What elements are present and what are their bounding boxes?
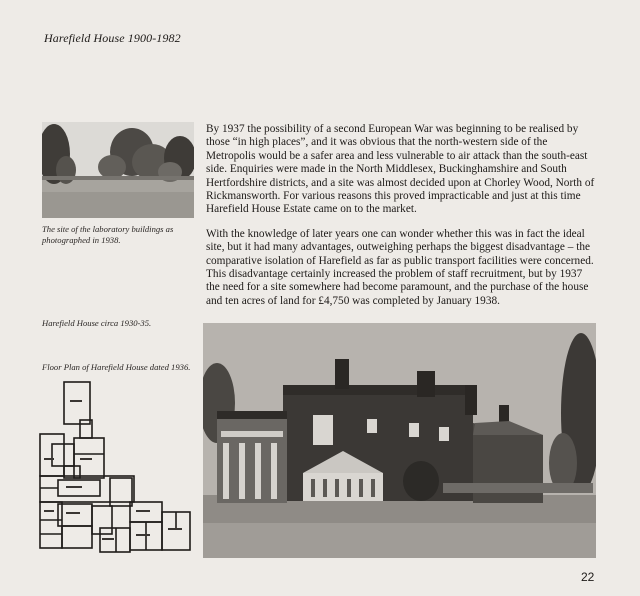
harefield-house-photo (203, 323, 596, 558)
floor-plan-drawing (36, 380, 192, 560)
house-photo-caption: Harefield House circa 1930-35. (42, 318, 152, 328)
paragraph: With the knowledge of later years one can wonder whether this was in fact the ideal site, but it had many advantages, outweighing perhaps the biggest disadvantage – the comparative isolation of Harefield as far as public transport facilities were concerned. This disadvantage certainly increased the problem of staff recruitment, but by 1937 the need for a site somewhere had become paramount, and the purchase of the house and ten acres of land for £4,750 was completed by January 1938. (206, 227, 594, 307)
page-number: 22 (581, 570, 595, 584)
laboratory-site-caption: The site of the laboratory buildings as photographed in 1938. (42, 224, 174, 245)
page-header: Harefield House 1900-1982 (44, 31, 181, 45)
laboratory-site-photo (42, 122, 194, 218)
paragraph: By 1937 the possibility of a second European War was beginning to be realised by those “in high places”, and it was obvious that the north-western side of the Metropolis would be a safer area and less vulnerable to air attack than the south-east side. Enquiries were made in the North Middlesex, Buckinghamshire and South Hertfordshire districts, and a site was almost decided upon at Chorley Wood, North of Rickmansworth. For various reasons this proved impracticable and just at this time Harefield House Estate came on to the market. (206, 123, 595, 216)
floor-plan-caption: Floor Plan of Harefield House dated 1936. (42, 362, 191, 372)
body-text (206, 123, 598, 319)
